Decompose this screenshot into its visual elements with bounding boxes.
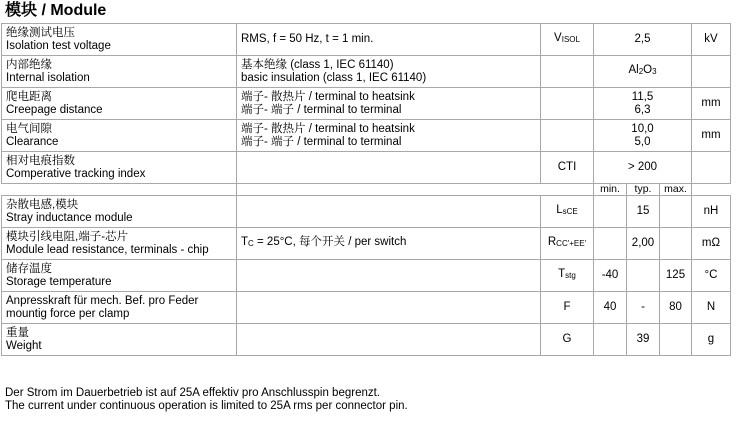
param-unit: mΩ	[692, 228, 731, 260]
param-condition	[237, 152, 541, 184]
param-typ: 2,00	[627, 228, 660, 260]
module-spec-table	[1, 23, 731, 356]
param-name: 爬电距离 Creepage distance	[2, 88, 237, 120]
param-unit: kV	[692, 24, 731, 56]
param-unit: nH	[692, 196, 731, 228]
param-condition: RMS, f = 50 Hz, t = 1 min.	[237, 24, 541, 56]
table-row	[2, 152, 731, 184]
param-max	[660, 228, 692, 260]
param-value: Al2O3	[594, 56, 692, 88]
param-typ: -	[627, 292, 660, 324]
table-row	[2, 260, 731, 292]
param-name: 重量 Weight	[2, 324, 237, 356]
param-condition: TC = 25°C, 每个开关 / per switch	[237, 228, 541, 260]
header-min: min.	[594, 184, 627, 196]
param-name: 相对电痕指数 Comperative tracking index	[2, 152, 237, 184]
param-name: 储存温度 Storage temperature	[2, 260, 237, 292]
param-name: 电气间隙 Clearance	[2, 120, 237, 152]
param-symbol: Tstg	[541, 260, 594, 292]
param-condition	[237, 196, 541, 228]
param-unit: mm	[692, 88, 731, 120]
param-name: 杂散电感,模块 Stray inductance module	[2, 196, 237, 228]
table-row	[2, 24, 731, 56]
param-condition: 端子- 散热片 / terminal to heatsink 端子- 端子 / terminal to terminal	[237, 120, 541, 152]
param-condition: 基本绝缘 (class 1, IEC 61140) basic insulation (class 1, IEC 61140)	[237, 56, 541, 88]
footnote-german: Der Strom im Dauerbetrieb ist auf 25A effektiv pro Anschlusspin begrenzt.	[5, 387, 381, 399]
param-typ: 39	[627, 324, 660, 356]
param-unit: N	[692, 292, 731, 324]
param-condition	[237, 324, 541, 356]
param-value: 11,5 6,3	[594, 88, 692, 120]
param-condition	[237, 260, 541, 292]
min-typ-max-header	[2, 184, 731, 196]
table-row	[2, 88, 731, 120]
param-max	[660, 324, 692, 356]
param-symbol: VISOL	[541, 24, 594, 56]
param-min	[594, 196, 627, 228]
table-row	[2, 324, 731, 356]
table-row	[2, 196, 731, 228]
param-symbol: RCC'+EE'	[541, 228, 594, 260]
param-symbol	[541, 56, 594, 88]
param-symbol	[541, 120, 594, 152]
param-condition	[237, 292, 541, 324]
param-typ	[627, 260, 660, 292]
param-symbol: G	[541, 324, 594, 356]
param-max	[660, 196, 692, 228]
param-condition: 端子- 散热片 / terminal to heatsink 端子- 端子 / terminal to terminal	[237, 88, 541, 120]
param-name: 绝缘测试电压 Isolation test voltage	[2, 24, 237, 56]
param-symbol: CTI	[541, 152, 594, 184]
param-min: -40	[594, 260, 627, 292]
param-name: 模块引线电阻,端子-芯片 Module lead resistance, terminals - chip	[2, 228, 237, 260]
param-symbol	[541, 88, 594, 120]
param-value: > 200	[594, 152, 692, 184]
param-value: 10,0 5,0	[594, 120, 692, 152]
param-min: 40	[594, 292, 627, 324]
header-typ: typ.	[627, 184, 660, 196]
param-max: 80	[660, 292, 692, 324]
param-value: 2,5	[594, 24, 692, 56]
param-name: Anpresskraft für mech. Bef. pro Feder mountig force per clamp	[2, 292, 237, 324]
table-row	[2, 292, 731, 324]
footnote-english: The current under continuous operation is limited to 25A rms per connector pin.	[5, 400, 408, 412]
param-symbol: F	[541, 292, 594, 324]
param-unit: g	[692, 324, 731, 356]
table-row	[2, 228, 731, 260]
param-symbol: LsCE	[541, 196, 594, 228]
param-min	[594, 324, 627, 356]
param-unit	[692, 152, 731, 184]
param-unit: °C	[692, 260, 731, 292]
param-max: 125	[660, 260, 692, 292]
param-min	[594, 228, 627, 260]
table-row	[2, 56, 731, 88]
param-unit: mm	[692, 120, 731, 152]
param-unit	[692, 56, 731, 88]
section-title: 模块 / Module	[5, 2, 107, 19]
param-typ: 15	[627, 196, 660, 228]
table-row	[2, 120, 731, 152]
param-name: 内部绝缘 Internal isolation	[2, 56, 237, 88]
header-max: max.	[660, 184, 692, 196]
